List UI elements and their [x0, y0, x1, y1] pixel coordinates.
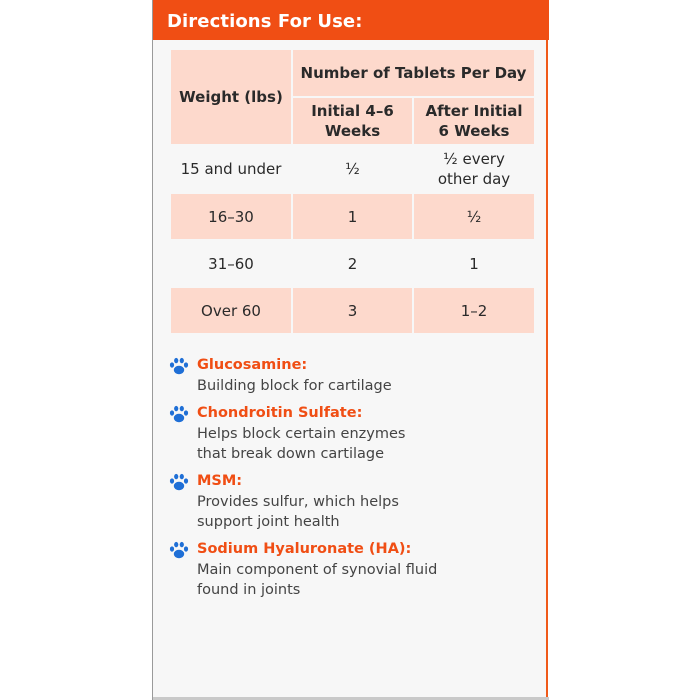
after-cell: 1–2 — [414, 288, 534, 333]
weight-cell: Over 60 — [171, 288, 291, 333]
initial-cell: 1 — [293, 194, 412, 239]
initial-header-line1: Initial 4–6 — [311, 102, 394, 120]
after-header-line1: After Initial — [425, 102, 523, 120]
accent-border — [546, 40, 548, 700]
paw-icon — [169, 357, 189, 375]
list-item — [169, 403, 529, 464]
table-row — [171, 146, 534, 192]
initial-cell: 2 — [293, 241, 412, 286]
list-item — [169, 471, 529, 532]
benefit-description: support joint health — [197, 514, 340, 530]
initial-header-line2: Weeks — [324, 122, 381, 140]
after-cell — [414, 146, 534, 192]
benefit-title: Glucosamine: — [197, 357, 308, 373]
weight-cell: 15 and under — [171, 146, 291, 192]
initial-weeks-header — [293, 98, 412, 144]
after-cell: ½ — [414, 194, 534, 239]
paw-icon — [169, 405, 189, 423]
initial-cell: ½ — [293, 146, 412, 192]
after-header-line2: 6 Weeks — [438, 122, 510, 140]
tablets-per-day-header: Number of Tablets Per Day — [293, 50, 534, 96]
weight-column-header: Weight (lbs) — [171, 50, 291, 144]
after-cell: 1 — [414, 241, 534, 286]
benefit-description: Provides sulfur, which helps — [197, 494, 399, 510]
list-item — [169, 355, 529, 396]
benefit-description: Main component of synovial fluid — [197, 562, 438, 578]
benefit-title: MSM: — [197, 473, 243, 489]
after-cell-line2: other day — [437, 170, 511, 188]
benefit-description: that break down cartilage — [197, 446, 385, 462]
directions-panel — [152, 0, 548, 700]
after-initial-header — [414, 98, 534, 144]
benefit-description: Helps block certain enzymes — [197, 426, 406, 442]
table-row — [171, 288, 534, 333]
weight-cell: 16–30 — [171, 194, 291, 239]
ingredient-benefits-list — [169, 355, 529, 607]
benefit-description: found in joints — [197, 582, 301, 598]
benefit-description: Building block for cartilage — [197, 378, 392, 394]
benefit-title: Sodium Hyaluronate (HA): — [197, 541, 412, 557]
table-row — [171, 241, 534, 286]
header-bar — [153, 0, 549, 40]
paw-icon — [169, 473, 189, 491]
benefit-title: Chondroitin Sulfate: — [197, 405, 363, 421]
initial-cell: 3 — [293, 288, 412, 333]
page-title: Directions For Use: — [167, 11, 363, 32]
paw-icon — [169, 541, 189, 559]
weight-cell: 31–60 — [171, 241, 291, 286]
list-item — [169, 539, 529, 600]
dosage-table — [169, 48, 536, 335]
after-cell-line1: ½ every — [443, 150, 505, 168]
table-row — [171, 194, 534, 239]
